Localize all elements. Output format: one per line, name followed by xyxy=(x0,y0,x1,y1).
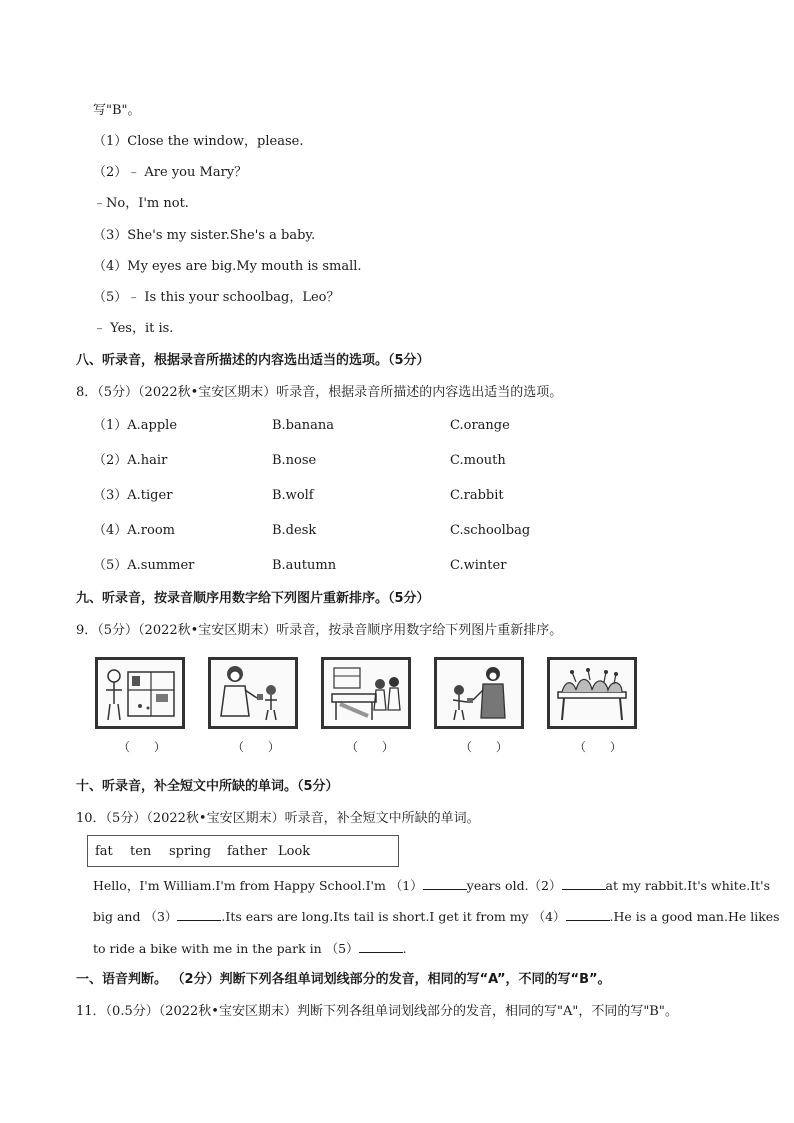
sentence-5-reply: ﹣ Yes，it is. xyxy=(93,321,174,336)
passage-text: .Its ears are long.Its tail is short.I get it from my （4） xyxy=(221,909,566,924)
option-4c: C.schoolbag xyxy=(450,523,531,538)
section-9-heading: 九、听录音，按录音顺序用数字给下列图片重新排序。（5分） xyxy=(76,591,430,606)
sentence-5: （5）﹣ Is this your schoolbag，Leo？ xyxy=(93,290,340,305)
word-bank xyxy=(87,835,399,867)
picture-1 xyxy=(95,657,185,729)
passage-text: .He is a good man.He likes xyxy=(609,909,780,924)
option-5c: C.winter xyxy=(450,558,507,573)
option-2a: （2）A.hair xyxy=(93,453,168,468)
answer-blank-4[interactable]: （ ） xyxy=(460,740,518,754)
continuation-text: 写"B"。 xyxy=(93,103,141,118)
sentence-2-reply: ﹣No，I'm not. xyxy=(93,196,189,211)
passage-line-3 xyxy=(93,940,407,958)
option-5a: （5）A.summer xyxy=(93,558,195,573)
fill-blank-4[interactable] xyxy=(566,908,610,921)
fill-blank-3[interactable] xyxy=(177,908,221,921)
sentence-4: （4）My eyes are big.My mouth is small. xyxy=(93,259,362,274)
passage-text: years old.（2） xyxy=(466,878,562,893)
section-10-heading: 十、听录音，补全短文中所缺的单词。（5分） xyxy=(76,779,339,794)
picture-2 xyxy=(208,657,298,729)
answer-blank-2[interactable]: （ ） xyxy=(232,740,290,754)
option-3b: B.wolf xyxy=(272,488,314,503)
option-5b: B.autumn xyxy=(272,558,337,573)
passage-text: . xyxy=(402,941,407,956)
passage-line-2 xyxy=(93,908,780,926)
answer-blank-1[interactable]: （ ） xyxy=(118,740,176,754)
child-father-illustration xyxy=(437,660,521,726)
passage-text: Hello，I'm William.I'm from Happy School.I'm （1） xyxy=(93,878,423,893)
passage-text: big and （3） xyxy=(93,909,178,924)
word-bank-word: father xyxy=(227,844,268,859)
mother-child-illustration xyxy=(211,660,295,726)
option-4b: B.desk xyxy=(272,523,317,538)
picture-3 xyxy=(321,657,411,729)
question-11: 11．（0.5分）（2022秋•宝安区期末）判断下列各组单词划线部分的发音，相同的写"A"，不同的写"B"。 xyxy=(76,1004,678,1019)
option-1a: （1）A.apple xyxy=(93,418,178,433)
option-3c: C.rabbit xyxy=(450,488,504,503)
question-10: 10．（5分）（2022秋•宝安区期末）听录音，补全短文中所缺的单词。 xyxy=(76,811,480,826)
picture-5 xyxy=(547,657,637,729)
option-3a: （3）A.tiger xyxy=(93,488,173,503)
sentence-1: （1）Close the window，please. xyxy=(93,134,304,149)
option-2b: B.nose xyxy=(272,453,317,468)
passage-line-1 xyxy=(93,877,770,895)
answer-blank-3[interactable]: （ ） xyxy=(346,740,404,754)
cabinet-scene-illustration xyxy=(98,660,182,726)
word-bank-word: fat xyxy=(95,844,113,859)
fill-blank-1[interactable] xyxy=(423,877,467,890)
word-bank-word: Look xyxy=(278,844,311,859)
section-8-heading: 八、听录音，根据录音所描述的内容选出适当的选项。（5分） xyxy=(76,353,430,368)
fill-blank-5[interactable] xyxy=(359,940,403,953)
sentence-3: （3）She's my sister.She's a baby. xyxy=(93,228,316,243)
option-2c: C.mouth xyxy=(450,453,506,468)
word-bank-word: spring xyxy=(169,844,212,859)
passage-text: to ride a bike with me in the park in （5） xyxy=(93,941,359,956)
option-4a: （4）A.room xyxy=(93,523,175,538)
fill-blank-2[interactable] xyxy=(562,877,606,890)
question-9: 9．（5分）（2022秋•宝安区期末）听录音，按录音顺序用数字给下列图片重新排序。 xyxy=(76,623,563,638)
desk-scene-illustration xyxy=(324,660,408,726)
answer-blank-5[interactable]: （ ） xyxy=(574,740,632,754)
word-bank-word: ten xyxy=(130,844,152,859)
passage-text: at my rabbit.It's white.It's xyxy=(605,878,771,893)
section-1-heading: 一、语音判断。 （2分）判断下列各组单词划线部分的发音，相同的写“A”，不同的写“B”。 xyxy=(76,972,611,987)
question-8: 8．（5分）（2022秋•宝安区期末）听录音，根据录音所描述的内容选出适当的选项。 xyxy=(76,385,563,400)
option-1b: B.banana xyxy=(272,418,335,433)
table-plants-illustration xyxy=(550,660,634,726)
picture-4 xyxy=(434,657,524,729)
option-1c: C.orange xyxy=(450,418,510,433)
sentence-2: （2）﹣ Are you Mary？ xyxy=(93,165,248,180)
